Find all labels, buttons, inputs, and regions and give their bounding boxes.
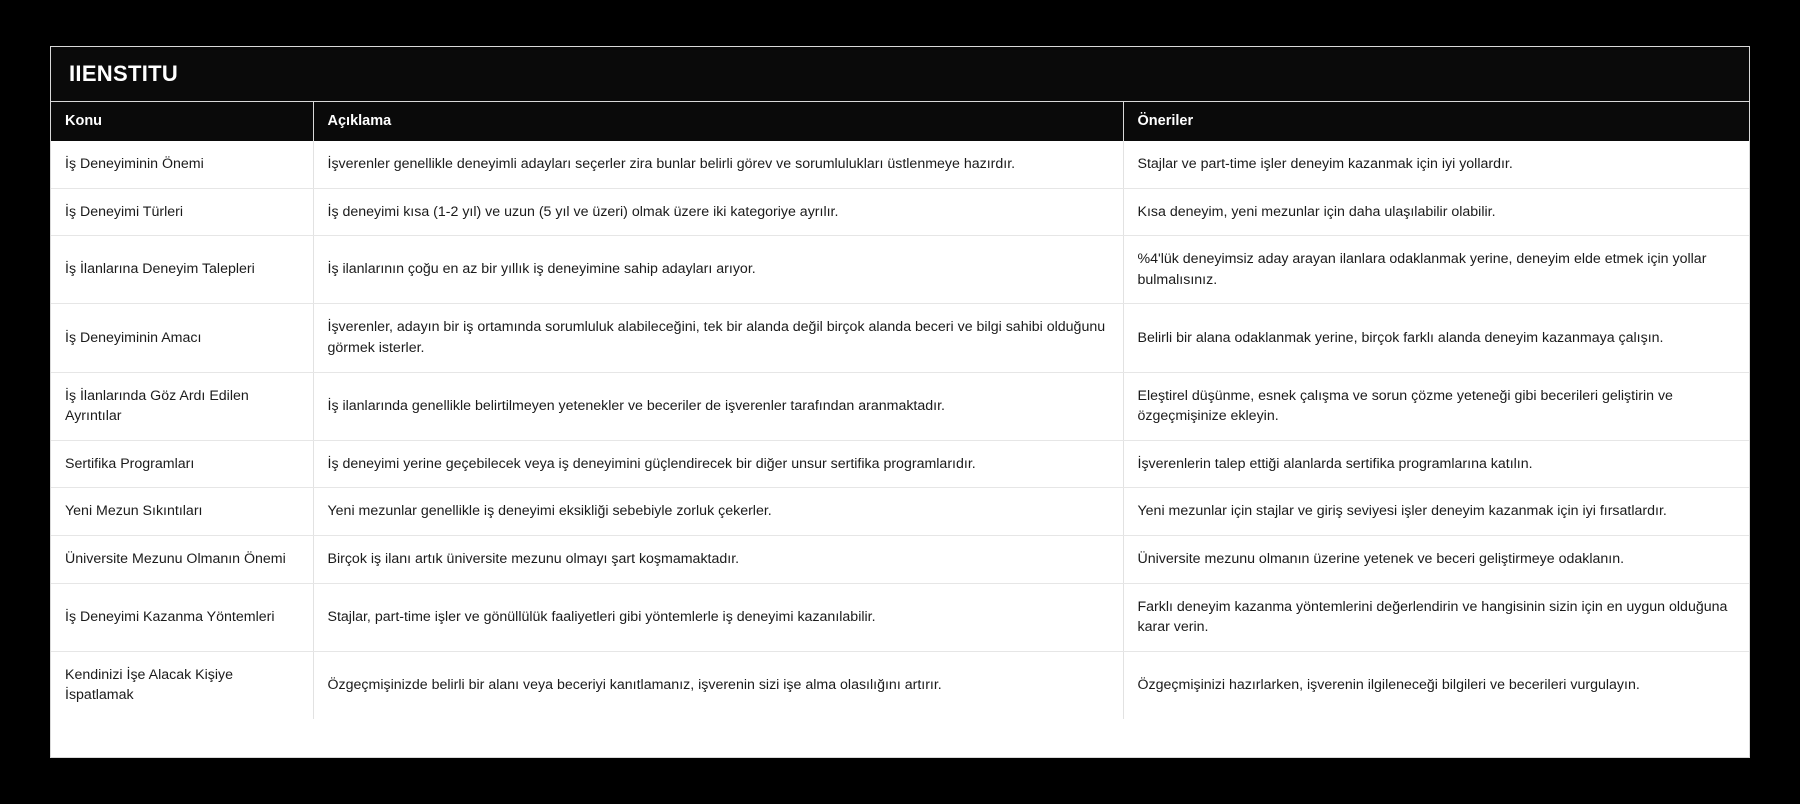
- cell-konu: İş Deneyimi Kazanma Yöntemleri: [51, 583, 313, 651]
- table-row: [51, 440, 1749, 488]
- column-header-aciklama[interactable]: Açıklama: [313, 102, 1123, 141]
- table-row: [51, 583, 1749, 651]
- cell-oneriler: Stajlar ve part-time işler deneyim kazanmak için iyi yollardır.: [1123, 141, 1749, 188]
- cell-aciklama: Birçok iş ilanı artık üniversite mezunu olmayı şart koşmamaktadır.: [313, 535, 1123, 583]
- cell-aciklama: İş deneyimi kısa (1-2 yıl) ve uzun (5 yıl ve üzeri) olmak üzere iki kategoriye ayrılır.: [313, 188, 1123, 236]
- table-scroll-area[interactable]: [51, 102, 1749, 757]
- cell-aciklama: İşverenler genellikle deneyimli adayları seçerler zira bunlar belirli görev ve sorumlulukları üstlenmeye hazırdır.: [313, 141, 1123, 188]
- cell-aciklama: İş deneyimi yerine geçebilecek veya iş deneyimini güçlendirecek bir diğer unsur sertifika programlarıdır.: [313, 440, 1123, 488]
- cell-aciklama: Özgeçmişinizde belirli bir alanı veya beceriyi kanıtlamanız, işverenin sizi işe alma olasılığını artırır.: [313, 651, 1123, 719]
- table-row: [51, 488, 1749, 536]
- cell-konu: İş İlanlarına Deneyim Talepleri: [51, 236, 313, 304]
- cell-oneriler: Farklı deneyim kazanma yöntemlerini değerlendirin ve hangisinin sizin için en uygun olduğuna karar verin.: [1123, 583, 1749, 651]
- content-card: [50, 46, 1750, 758]
- cell-oneriler: Özgeçmişinizi hazırlarken, işverenin ilgileneceği bilgileri ve becerileri vurgulayın.: [1137, 677, 1640, 694]
- cell-konu: Yeni Mezun Sıkıntıları: [51, 488, 313, 536]
- column-header-konu[interactable]: Konu: [51, 102, 313, 141]
- cell-konu: İş Deneyiminin Önemi: [51, 141, 313, 188]
- brand-bar: [51, 47, 1749, 102]
- cell-oneriler: %4'lük deneyimsiz aday arayan ilanlara odaklanmak yerine, deneyim elde etmek için yollar bulmalısınız.: [1123, 236, 1749, 304]
- table-row: [51, 535, 1749, 583]
- cell-aciklama: Yeni mezunlar genellikle iş deneyimi eksikliği sebebiyle zorluk çekerler.: [313, 488, 1123, 536]
- cell-konu: İş Deneyiminin Amacı: [51, 304, 313, 372]
- cell-konu: Kendinizi İşe Alacak Kişiye İspatlamak: [51, 651, 313, 719]
- table-row: [51, 651, 1749, 719]
- cell-oneriler: Belirli bir alana odaklanmak yerine, birçok farklı alanda deneyim kazanmaya çalışın.: [1123, 304, 1749, 372]
- cell-oneriler: Yeni mezunlar için stajlar ve giriş seviyesi işler deneyim kazanmak için iyi fırsatlardır.: [1123, 488, 1749, 536]
- cell-aciklama: İş ilanlarının çoğu en az bir yıllık iş deneyimine sahip adayları arıyor.: [313, 236, 1123, 304]
- cell-oneriler: Kısa deneyim, yeni mezunlar için daha ulaşılabilir olabilir.: [1123, 188, 1749, 236]
- cell-aciklama: İşverenler, adayın bir iş ortamında sorumluluk alabileceğini, tek bir alanda değil birçok alanda beceri ve bilgi sahibi olduğunu görmek isterler.: [313, 304, 1123, 372]
- cell-oneriler: İşverenlerin talep ettiği alanlarda sertifika programlarına katılın.: [1123, 440, 1749, 488]
- column-header-oneriler[interactable]: Öneriler: [1137, 113, 1194, 129]
- table-row: [51, 141, 1749, 188]
- table-row: [51, 372, 1749, 440]
- table-row: [51, 236, 1749, 304]
- brand-title: IIENSTITU: [69, 61, 179, 86]
- cell-konu: Üniversite Mezunu Olmanın Önemi: [51, 535, 313, 583]
- cell-konu: İş Deneyimi Türleri: [51, 188, 313, 236]
- table-row: [51, 188, 1749, 236]
- info-table: [51, 102, 1749, 719]
- table-header-row: [51, 102, 1749, 141]
- cell-oneriler: Eleştirel düşünme, esnek çalışma ve sorun çözme yeteneği gibi becerileri geliştirin ve özgeçmişinize ekleyin.: [1123, 372, 1749, 440]
- cell-aciklama: İş ilanlarında genellikle belirtilmeyen yetenekler ve beceriler de işverenler tarafından aranmaktadır.: [313, 372, 1123, 440]
- table-row: [51, 304, 1749, 372]
- table-body: [51, 141, 1749, 719]
- cell-oneriler: Üniversite mezunu olmanın üzerine yetenek ve beceri geliştirmeye odaklanın.: [1123, 535, 1749, 583]
- table-header: [51, 102, 1749, 141]
- cell-aciklama: Stajlar, part-time işler ve gönüllülük faaliyetleri gibi yöntemlerle iş deneyimi kazanılabilir.: [313, 583, 1123, 651]
- cell-konu: İş İlanlarında Göz Ardı Edilen Ayrıntılar: [51, 372, 313, 440]
- cell-konu: Sertifika Programları: [51, 440, 313, 488]
